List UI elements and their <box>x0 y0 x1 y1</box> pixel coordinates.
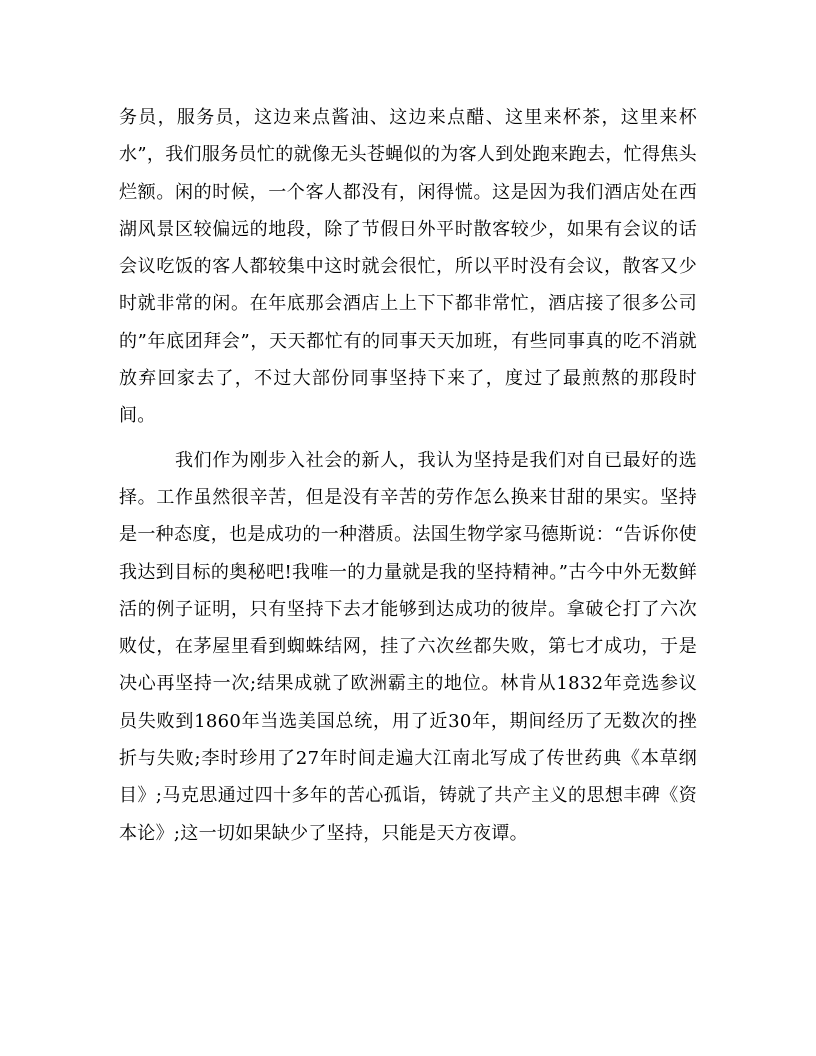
paragraph-perseverance: 我们作为刚步入社会的新人，我认为坚持是我们对自已最好的选择。工作虽然很辛苦，但是没有辛苦的劳作怎么换来甘甜的果实。坚持是一种态度，也是成功的一种潜质。法国生物学家马德斯说：“告诉你使我达到目标的奥秘吧!我唯一的力量就是我的坚持精神。”古今中外无数鲜活的例子证明，只有坚持下去才能够到达成功的彼岸。拿破仑打了六次败仗，在茅屋里看到蜘蛛结网，挂了六次丝都失败，第七才成功，于是决心再坚持一次;结果成就了欧洲霸主的地位。林肯从1832年竞选参议员失败到1860年当选美国总统，用了近30年，期间经历了无数次的挫折与失败;李时珍用了27年时间走遍大江南北写成了传世药典《本草纲目》;马克思通过四十多年的苦心孤诣，铸就了共产主义的思想丰碑《资本论》;这一切如果缺少了坚持，只能是天方夜谭。 <box>119 449 697 844</box>
document-body <box>119 99 697 852</box>
paragraph-continuation: 务员，服务员，这边来点酱油、这边来点醋、这里来杯茶，这里来杯水”，我们服务员忙的就像无头苍蝇似的为客人到处跑来跑去，忙得焦头烂额。闲的时候，一个客人都没有，闲得慌。这是因为我们酒店处在西湖风景区较偏远的地段，除了节假日外平时散客较少，如果有会议的话会议吃饭的客人都较集中这时就会很忙，所以平时没有会议，散客又少时就非常的闲。在年底那会酒店上上下下都非常忙，酒店接了很多公司的”年底团拜会”，天天都忙有的同事天天加班，有些同事真的吃不消就放弃回家去了，不过大部份同事坚持下来了，度过了最煎熬的那段时间。 <box>119 107 697 427</box>
